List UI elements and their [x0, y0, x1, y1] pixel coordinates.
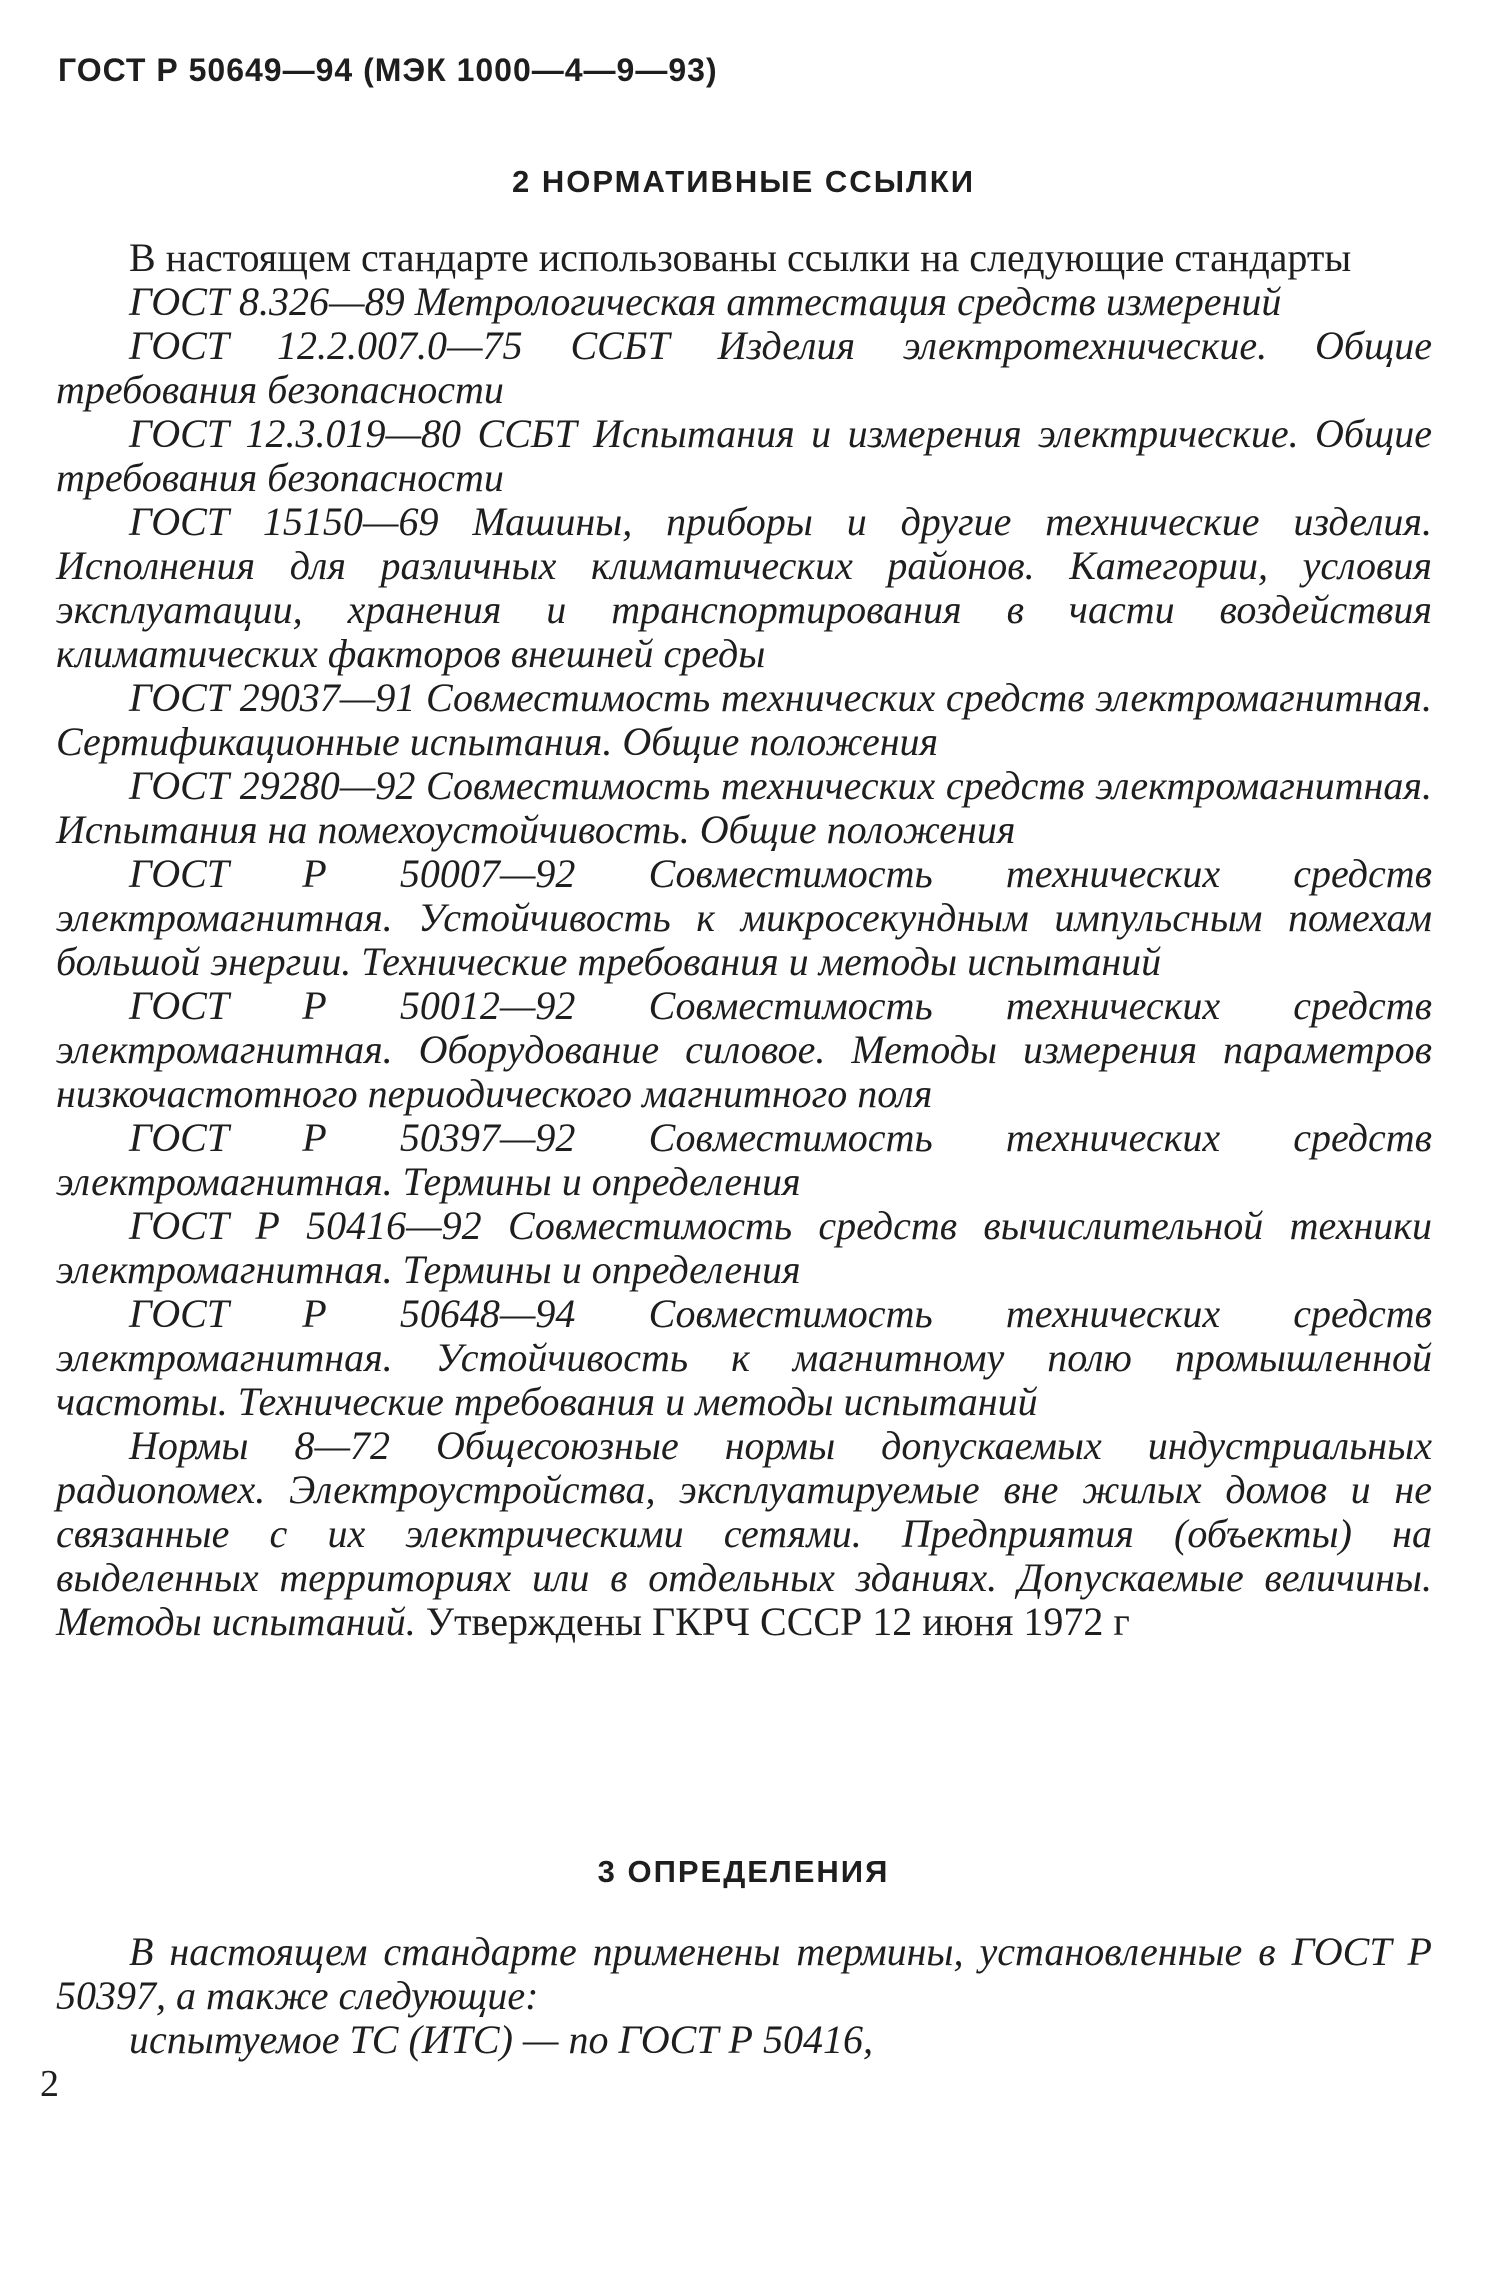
reference-item: ГОСТ Р 50416—92 Совместимость средств вычислительной техники электромагнитная. Термины и определения [56, 1203, 1432, 1292]
section-2-body [56, 236, 1432, 1644]
section-3-intro: В настоящем стандарте применены термины, установленные в ГОСТ Р 50397, а также следующие: [56, 1929, 1432, 2018]
reference-item: ГОСТ 12.2.007.0—75 ССБТ Изделия электротехнические. Общие требования безопасности [56, 323, 1432, 412]
norms-title: Нормы 8—72 Общесоюзные нормы допускаемых индустриальных радиопомех. Электроустройства, эксплуатируемые вне жилых домов и не связанные с их электрическими сетями. Предприятия (объекты) на выделенных территориях или в отдельных зданиях. Допускаемые величины. Методы испытаний. [56, 1423, 1432, 1644]
norms-approval: Утверждены ГКРЧ СССР 12 июня 1972 г [425, 1599, 1130, 1644]
section-3-body [56, 1930, 1432, 2062]
reference-item: ГОСТ 8.326—89 Метрологическая аттестация средств измерений [129, 279, 1282, 324]
reference-item: ГОСТ 29037—91 Совместимость технических средств электромагнитная. Сертификационные испытания. Общие положения [56, 675, 1432, 764]
reference-item: ГОСТ 15150—69 Машины, приборы и другие технические изделия. Исполнения для различных климатических районов. Категории, условия эксплуатации, хранения и транспортирования в части воздействия климатических факторов внешней среды [56, 499, 1432, 676]
term-definition: испытуемое ТС (ИТС) — по ГОСТ Р 50416, [129, 2017, 873, 2062]
section-2-intro: В настоящем стандарте использованы ссылки на следующие стандарты [129, 235, 1352, 280]
section-3-title: 3 ОПРЕДЕЛЕНИЯ [597, 1854, 890, 1889]
reference-item: ГОСТ 12.3.019—80 ССБТ Испытания и измерения электрические. Общие требования безопасности [56, 411, 1432, 500]
reference-item: ГОСТ Р 50397—92 Совместимость технических средств электромагнитная. Термины и определения [56, 1115, 1432, 1204]
reference-item: ГОСТ Р 50648—94 Совместимость технических средств электромагнитная. Устойчивость к магнитному полю промышленной частоты. Технические требования и методы испытаний [56, 1291, 1432, 1424]
reference-item: ГОСТ Р 50012—92 Совместимость технических средств электромагнитная. Оборудование силовое. Методы измерения параметров низкочастотного периодического магнитного поля [56, 983, 1432, 1116]
document-header: ГОСТ Р 50649—94 (МЭК 1000—4—9—93) [58, 52, 718, 88]
norms-reference [56, 1424, 1432, 1644]
section-2-title: 2 НОРМАТИВНЫЕ ССЫЛКИ [512, 164, 975, 199]
page-number: 2 [40, 2063, 59, 2105]
reference-item: ГОСТ Р 50007—92 Совместимость технических средств электромагнитная. Устойчивость к микросекундным импульсным помехам большой энергии. Технические требования и методы испытаний [56, 851, 1432, 984]
reference-item: ГОСТ 29280—92 Совместимость технических средств электромагнитная. Испытания на помехоустойчивость. Общие положения [56, 763, 1432, 852]
